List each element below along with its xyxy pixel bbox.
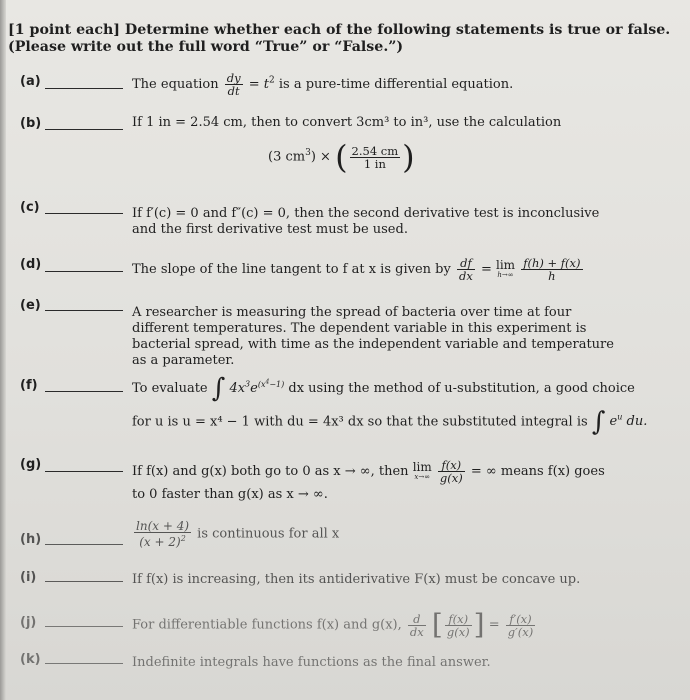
question-label: (e) bbox=[20, 298, 41, 313]
answer-blank-c[interactable] bbox=[45, 213, 123, 214]
question-label: (i) bbox=[20, 570, 37, 585]
instructions-header: [1 point each] Determine whether each of the following statements is true or false. (Please write out the full word “True” or “False.”) bbox=[8, 22, 671, 55]
answer-blank-h[interactable] bbox=[45, 544, 123, 545]
page-edge-shadow bbox=[0, 0, 6, 700]
statement-g: If f(x) and g(x) both go to 0 as x → ∞, then lim x→∞ $\frac{f(x)}{g(x)}$ = ∞ means f(x) goes bbox=[132, 458, 605, 485]
question-label: (j) bbox=[20, 615, 37, 630]
statement-g-line2: to 0 faster than g(x) as x → ∞. bbox=[132, 487, 328, 502]
statement-b: If 1 in = 2.54 cm, then to convert 3cm³ to in³, use the calculation bbox=[132, 115, 562, 130]
question-label: (d) bbox=[20, 257, 42, 272]
question-label: (k) bbox=[20, 652, 41, 667]
question-label: (a) bbox=[20, 74, 41, 89]
statement-j: For differentiable functions f(x) and g(x), $\frac{d}{dx}$ [ $\frac{f(x)}{g(x)}$ ] = $\frac{f'(x)}{g'(x)}$ bbox=[132, 608, 534, 641]
statement-i: If f(x) is increasing, then its antiderivative F(x) must be concave up. bbox=[132, 572, 581, 587]
answer-blank-k[interactable] bbox=[45, 663, 123, 664]
statement-a: The equation $\frac{dy}{dt}$ = $t^2$ is a pure-time differential equation. bbox=[132, 71, 514, 98]
question-label: (g) bbox=[20, 457, 42, 472]
dy-dt-fraction: $\frac{dy}{dt}$ bbox=[226, 71, 241, 98]
answer-blank-i[interactable] bbox=[45, 581, 123, 582]
limit-expression: lim h→∞ bbox=[496, 257, 516, 279]
statement-h: $\frac{\ln(x + 4)}{(x + 2)^2}$ is continuous for all x bbox=[136, 519, 340, 549]
statement-d: The slope of the line tangent to f at x is given by $\frac{df}{dx}$ = lim h→∞ $\frac{f(h) + f(x)}{h}$ bbox=[132, 256, 581, 283]
answer-blank-j[interactable] bbox=[45, 626, 123, 627]
answer-blank-f[interactable] bbox=[45, 391, 123, 392]
question-label: (c) bbox=[20, 200, 40, 215]
answer-blank-a[interactable] bbox=[45, 88, 123, 89]
answer-blank-b[interactable] bbox=[45, 129, 123, 130]
question-label: (f) bbox=[20, 378, 38, 393]
answer-blank-e[interactable] bbox=[45, 310, 123, 311]
statement-k: Indefinite integrals have functions as the final answer. bbox=[132, 655, 491, 670]
statement-f: To evaluate ∫ $4x^3e^{(x^4-1)}$ dx using the method of u-substitution, a good choice bbox=[132, 373, 635, 404]
answer-blank-g[interactable] bbox=[45, 471, 123, 472]
statement-e: A researcher is measuring the spread of bacteria over time at four different temperatures. The dependent variable in this experiment is bacterial spread, with time as the independent variable and temperature as a parameter. bbox=[132, 305, 614, 368]
question-label: (h) bbox=[20, 532, 42, 547]
conversion-calculation: (3 $cm^3$) × ( $\frac{2.54 cm}{1 in}$ ) bbox=[268, 138, 415, 176]
statement-c: If f′(c) = 0 and f″(c) = 0, then the second derivative test is inconclusive and the first derivative test must be used. bbox=[132, 206, 600, 237]
question-label: (b) bbox=[20, 116, 42, 131]
statement-f-line2: for u is u = x⁴ − 1 with du = 4x³ dx so that the substituted integral is ∫ $e^u$ du. bbox=[132, 406, 648, 437]
answer-blank-d[interactable] bbox=[45, 271, 123, 272]
